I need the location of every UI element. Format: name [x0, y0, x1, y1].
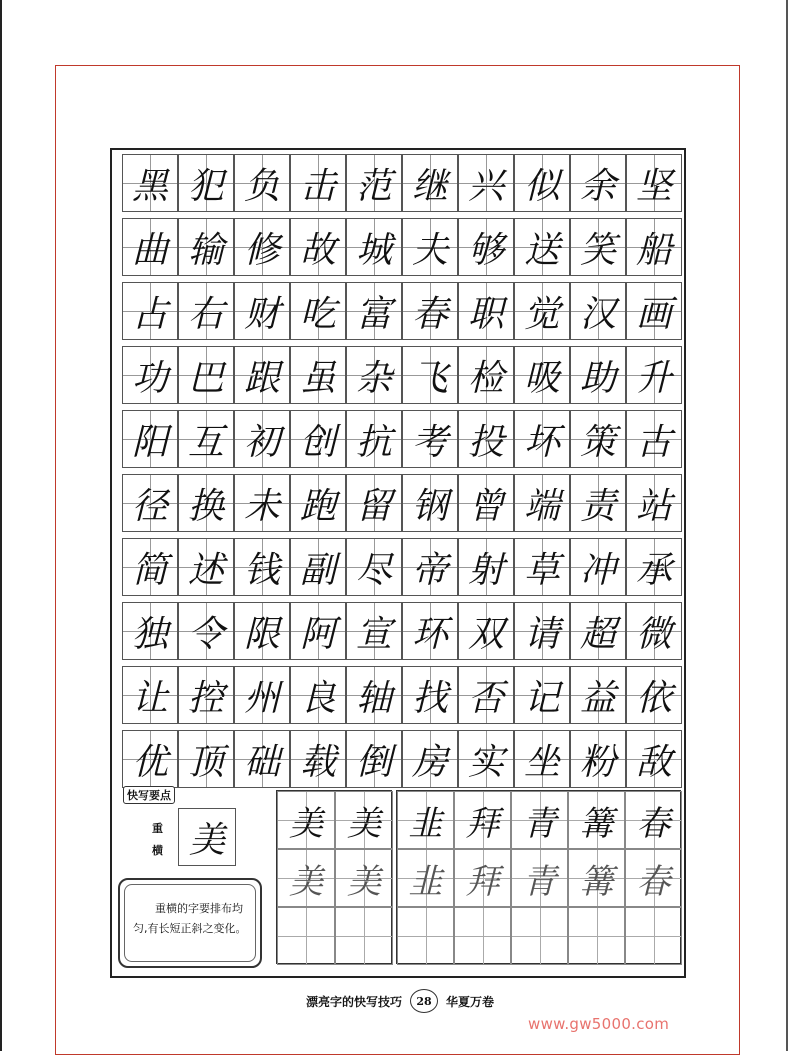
grid-character: 阳	[131, 421, 168, 463]
grid-character: 功	[131, 357, 168, 399]
grid-character: 微	[635, 613, 672, 655]
grid-cell	[234, 602, 290, 660]
practice-cell	[568, 907, 625, 965]
grid-character: 跟	[243, 357, 280, 399]
grid-cell	[458, 218, 514, 276]
grid-character: 粉	[579, 741, 616, 783]
practice-cell	[335, 907, 393, 965]
grid-cell	[346, 666, 402, 724]
practice-cell: 篝	[568, 849, 625, 907]
grid-cell	[458, 282, 514, 340]
grid-character: 坚	[635, 165, 672, 207]
grid-character: 余	[579, 165, 616, 207]
grid-character: 升	[635, 357, 672, 399]
grid-character: 吸	[523, 357, 560, 399]
grid-cell	[122, 346, 178, 404]
grid-character: 击	[299, 165, 336, 207]
grid-cell	[122, 730, 178, 788]
practice-cell: 美	[335, 849, 393, 907]
grid-character: 钢	[411, 485, 448, 527]
grid-character: 坏	[523, 421, 560, 463]
grid-row	[122, 218, 684, 276]
practice-cell: 韭	[397, 791, 454, 849]
grid-cell	[626, 154, 682, 212]
grid-character: 础	[243, 741, 280, 783]
grid-character: 策	[579, 421, 616, 463]
grid-character: 限	[243, 613, 280, 655]
tips-note-box	[118, 878, 262, 968]
grid-cell	[234, 474, 290, 532]
grid-cell	[122, 218, 178, 276]
grid-cell	[514, 410, 570, 468]
grid-character: 抗	[355, 421, 392, 463]
grid-character: 考	[411, 421, 448, 463]
grid-character: 跑	[299, 485, 336, 527]
practice-cell: 青	[511, 849, 568, 907]
grid-character: 职	[467, 293, 504, 335]
grid-character: 兴	[467, 165, 504, 207]
grid-character: 环	[411, 613, 448, 655]
grid-cell	[234, 730, 290, 788]
grid-character: 创	[299, 421, 336, 463]
grid-cell	[178, 218, 234, 276]
grid-cell	[290, 730, 346, 788]
practice-cell: 春	[625, 791, 682, 849]
grid-cell	[458, 538, 514, 596]
grid-cell	[514, 730, 570, 788]
grid-character: 令	[187, 613, 224, 655]
grid-cell	[346, 730, 402, 788]
grid-cell	[346, 410, 402, 468]
grid-character: 吃	[299, 293, 336, 335]
grid-cell	[402, 410, 458, 468]
grid-cell	[234, 538, 290, 596]
grid-cell	[514, 346, 570, 404]
grid-character: 房	[411, 741, 448, 783]
grid-cell	[178, 154, 234, 212]
grid-cell	[122, 666, 178, 724]
grid-cell	[458, 602, 514, 660]
grid-character: 春	[411, 293, 448, 335]
grid-cell	[122, 410, 178, 468]
grid-character: 范	[355, 165, 392, 207]
grid-character: 继	[411, 165, 448, 207]
grid-character: 草	[523, 549, 560, 591]
grid-character: 虽	[299, 357, 336, 399]
grid-cell	[122, 282, 178, 340]
grid-character: 依	[635, 677, 672, 719]
grid-cell	[570, 218, 626, 276]
grid-character: 找	[411, 677, 448, 719]
grid-cell	[234, 410, 290, 468]
practice-grid-left	[276, 790, 392, 964]
practice-cell	[454, 907, 511, 965]
grid-character: 冲	[579, 549, 616, 591]
grid-character: 敌	[635, 741, 672, 783]
grid-cell	[234, 218, 290, 276]
grid-cell	[514, 666, 570, 724]
grid-character: 独	[131, 613, 168, 655]
grid-character: 黑	[131, 165, 168, 207]
grid-cell	[346, 154, 402, 212]
grid-row	[122, 602, 684, 660]
grid-cell	[122, 474, 178, 532]
practice-grid-right	[396, 790, 681, 964]
practice-cell: 美	[335, 791, 393, 849]
grid-character: 觉	[523, 293, 560, 335]
grid-cell	[458, 346, 514, 404]
practice-cell: 拜	[454, 849, 511, 907]
grid-cell	[514, 602, 570, 660]
grid-character: 古	[635, 421, 672, 463]
grid-cell	[626, 218, 682, 276]
grid-character: 钱	[243, 549, 280, 591]
grid-character: 初	[243, 421, 280, 463]
grid-character: 承	[635, 549, 672, 591]
grid-cell	[234, 666, 290, 724]
grid-cell	[346, 282, 402, 340]
grid-character: 飞	[411, 357, 448, 399]
grid-character: 富	[355, 293, 392, 335]
grid-cell	[626, 602, 682, 660]
page-left-rule	[0, 0, 2, 1051]
grid-cell	[290, 666, 346, 724]
grid-cell	[570, 282, 626, 340]
grid-character: 够	[467, 229, 504, 271]
grid-cell	[178, 410, 234, 468]
practice-cell: 春	[625, 849, 682, 907]
grid-character: 曾	[467, 485, 504, 527]
grid-character: 故	[299, 229, 336, 271]
grid-cell	[570, 154, 626, 212]
grid-character: 实	[467, 741, 504, 783]
grid-cell	[402, 666, 458, 724]
tips-note-text: 重横的字要排布均匀,有长短正斜之变化。	[124, 884, 256, 962]
grid-row	[122, 730, 684, 788]
grid-cell	[122, 602, 178, 660]
grid-cell	[514, 218, 570, 276]
grid-cell	[178, 666, 234, 724]
grid-character: 宣	[355, 613, 392, 655]
grid-cell	[570, 474, 626, 532]
grid-character: 城	[355, 229, 392, 271]
grid-character: 输	[187, 229, 224, 271]
grid-cell	[290, 410, 346, 468]
grid-cell	[178, 282, 234, 340]
grid-character: 送	[523, 229, 560, 271]
grid-character: 互	[187, 421, 224, 463]
grid-character: 请	[523, 613, 560, 655]
grid-character: 助	[579, 357, 616, 399]
grid-character: 控	[187, 677, 224, 719]
grid-character: 检	[467, 357, 504, 399]
grid-character: 双	[467, 613, 504, 655]
grid-cell	[346, 218, 402, 276]
grid-character: 帝	[411, 549, 448, 591]
grid-character: 留	[355, 485, 392, 527]
grid-row	[122, 538, 684, 596]
practice-cell: 青	[511, 791, 568, 849]
grid-cell	[570, 730, 626, 788]
grid-cell	[178, 538, 234, 596]
grid-character: 画	[635, 293, 672, 335]
grid-cell	[290, 218, 346, 276]
grid-character: 端	[523, 485, 560, 527]
grid-cell	[402, 602, 458, 660]
grid-character: 巴	[187, 357, 224, 399]
grid-cell	[626, 474, 682, 532]
grid-character: 投	[467, 421, 504, 463]
grid-character: 轴	[355, 677, 392, 719]
grid-character: 船	[635, 229, 672, 271]
grid-row	[122, 666, 684, 724]
grid-character: 夫	[411, 229, 448, 271]
grid-cell	[570, 666, 626, 724]
grid-character: 尽	[355, 549, 392, 591]
grid-cell	[178, 474, 234, 532]
grid-cell	[402, 730, 458, 788]
grid-cell	[402, 346, 458, 404]
grid-cell	[346, 474, 402, 532]
grid-cell	[570, 538, 626, 596]
grid-cell	[234, 154, 290, 212]
grid-cell	[626, 346, 682, 404]
grid-character: 载	[299, 741, 336, 783]
grid-row	[122, 474, 684, 532]
grid-character: 射	[467, 549, 504, 591]
grid-cell	[458, 154, 514, 212]
grid-character: 杂	[355, 357, 392, 399]
practice-cell	[511, 907, 568, 965]
grid-character: 简	[131, 549, 168, 591]
grid-cell	[514, 538, 570, 596]
grid-character: 倒	[355, 741, 392, 783]
grid-cell	[178, 730, 234, 788]
grid-cell	[626, 730, 682, 788]
grid-cell	[626, 282, 682, 340]
grid-character: 占	[131, 293, 168, 335]
grid-cell	[290, 602, 346, 660]
grid-character: 径	[131, 485, 168, 527]
grid-cell	[346, 346, 402, 404]
grid-character: 汉	[579, 293, 616, 335]
footer-book-title: 漂亮字的快写技巧	[305, 994, 402, 1009]
grid-cell	[626, 666, 682, 724]
grid-cell	[402, 474, 458, 532]
grid-cell	[290, 538, 346, 596]
practice-cell	[277, 907, 335, 965]
grid-character: 右	[187, 293, 224, 335]
grid-character: 财	[243, 293, 280, 335]
character-grid	[122, 154, 684, 794]
grid-cell	[234, 282, 290, 340]
grid-character: 修	[243, 229, 280, 271]
page-footer	[255, 988, 545, 1014]
practice-cell: 拜	[454, 791, 511, 849]
grid-character: 未	[243, 485, 280, 527]
grid-character: 否	[467, 677, 504, 719]
grid-character: 记	[523, 677, 560, 719]
grid-character: 州	[243, 677, 280, 719]
watermark-url: www.gw5000.com	[528, 1015, 670, 1033]
grid-row	[122, 154, 684, 212]
grid-cell	[570, 346, 626, 404]
grid-cell	[290, 154, 346, 212]
grid-cell	[402, 538, 458, 596]
grid-character: 负	[243, 165, 280, 207]
grid-character: 犯	[187, 165, 224, 207]
grid-character: 笑	[579, 229, 616, 271]
grid-character: 站	[635, 485, 672, 527]
grid-cell	[122, 154, 178, 212]
grid-cell	[122, 538, 178, 596]
grid-row	[122, 282, 684, 340]
grid-character: 坐	[523, 741, 560, 783]
grid-character: 述	[187, 549, 224, 591]
grid-row	[122, 410, 684, 468]
page-right-rule	[786, 0, 788, 1051]
grid-cell	[458, 410, 514, 468]
practice-cell: 美	[277, 791, 335, 849]
stroke-name: 重横	[152, 822, 163, 857]
grid-cell	[458, 474, 514, 532]
grid-cell	[626, 538, 682, 596]
grid-cell	[458, 666, 514, 724]
practice-cell: 篝	[568, 791, 625, 849]
grid-cell	[402, 154, 458, 212]
grid-cell	[402, 282, 458, 340]
page-number: 28	[410, 989, 438, 1013]
grid-cell	[570, 410, 626, 468]
grid-row	[122, 346, 684, 404]
practice-cell	[397, 907, 454, 965]
tips-label: 快写要点	[123, 786, 175, 804]
grid-cell	[178, 602, 234, 660]
practice-cell: 韭	[397, 849, 454, 907]
grid-cell	[178, 346, 234, 404]
grid-cell	[346, 538, 402, 596]
grid-cell	[514, 282, 570, 340]
grid-character: 副	[299, 549, 336, 591]
grid-cell	[514, 474, 570, 532]
grid-character: 阿	[299, 613, 336, 655]
grid-cell	[570, 602, 626, 660]
grid-cell	[234, 346, 290, 404]
grid-cell	[458, 730, 514, 788]
grid-cell	[514, 154, 570, 212]
grid-character: 让	[131, 677, 168, 719]
practice-cell	[625, 907, 682, 965]
grid-character: 超	[579, 613, 616, 655]
practice-cell: 美	[277, 849, 335, 907]
grid-character: 责	[579, 485, 616, 527]
grid-character: 益	[579, 677, 616, 719]
grid-character: 优	[131, 741, 168, 783]
demo-character: 美	[178, 808, 236, 866]
grid-character: 良	[299, 677, 336, 719]
grid-cell	[290, 346, 346, 404]
grid-cell	[346, 602, 402, 660]
grid-cell	[402, 218, 458, 276]
grid-character: 换	[187, 485, 224, 527]
grid-cell	[290, 282, 346, 340]
grid-character: 似	[523, 165, 560, 207]
footer-publisher: 华夏万卷	[446, 994, 495, 1009]
grid-cell	[626, 410, 682, 468]
grid-character: 顶	[187, 741, 224, 783]
grid-cell	[290, 474, 346, 532]
grid-character: 曲	[131, 229, 168, 271]
